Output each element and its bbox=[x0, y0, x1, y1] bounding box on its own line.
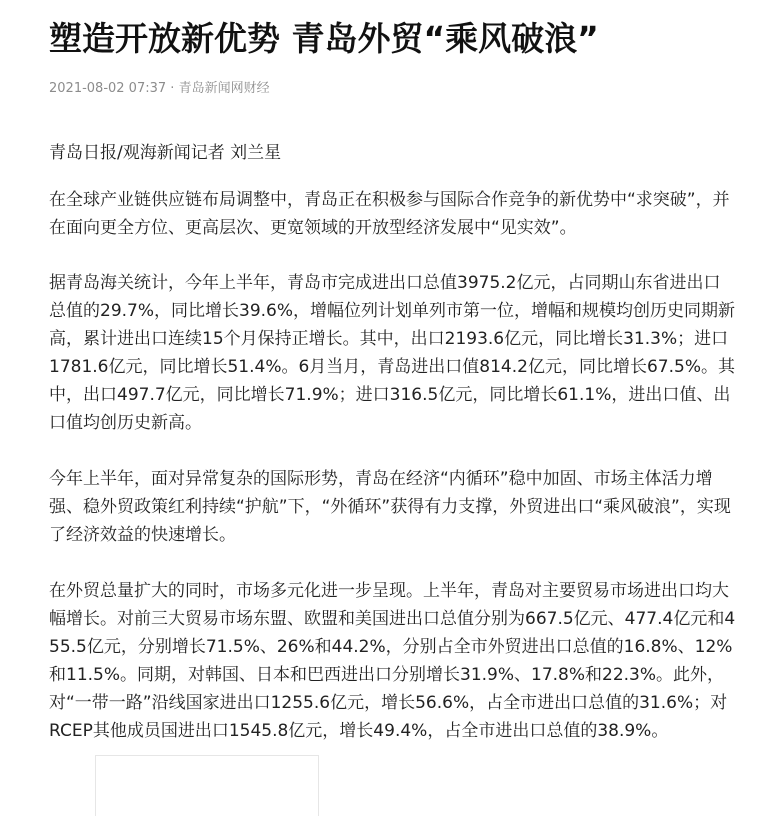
paragraph-1: 在全球产业链供应链布局调整中，青岛正在积极参与国际合作竞争的新优势中“求突破”，并在面向更全方位、更高层次、更宽领域的开放型经济发展中“见实效”。 bbox=[49, 190, 730, 238]
paragraph-4: 在外贸总量扩大的同时，市场多元化进一步呈现。上半年，青岛对主要贸易市场进出口均大幅增长。对前三大贸易市场东盟、欧盟和美国进出口总值分别为667.5亿元、477.4亿元和455.5亿元，分别增长71.5%、26%和44.2%，分别占全市外贸进出口总值的16.8%、12%和11.5%。同期，对韩国、日本和巴西进出口分别增长31.9%、17.8%和22.3%。此外，对“一带一路”沿线国家进出口1255.6亿元，增长56.6%，占全市进出口总值的31.6%；对RCEP其他成员国进出口1545.8亿元，增长49.4%，占全市进出口总值的38.9%。 bbox=[49, 581, 736, 741]
article-meta bbox=[49, 80, 270, 98]
overlay-card-outline bbox=[95, 755, 319, 816]
publish-datetime: 2021-08-02 07:37 bbox=[49, 81, 167, 96]
meta-separator: · bbox=[166, 81, 179, 96]
article-title: 塑造开放新优势 青岛外贸“乘风破浪” bbox=[49, 19, 599, 58]
paragraph-3: 今年上半年，面对异常复杂的国际形势，青岛在经济“内循环”稳中加固、市场主体活力增强、稳外贸政策红利持续“护航”下，“外循环”获得有力支撑，外贸进出口“乘风破浪”，实现了经济效益的快速增长。 bbox=[49, 469, 731, 545]
paragraph-2: 据青岛海关统计，今年上半年，青岛市完成进出口总值3975.2亿元，占同期山东省进出口总值的29.7%，同比增长39.6%，增幅位列计划单列市第一位，增幅和规模均创历史同期新高，累计进出口连续15个月保持正增长。其中，出口2193.6亿元，同比增长31.3%；进口1781.6亿元，同比增长51.4%。6月当月，青岛进出口值814.2亿元，同比增长67.5%。其中，出口497.7亿元，同比增长71.9%；进口316.5亿元，同比增长61.1%，进出口值、出口值均创历史新高。 bbox=[49, 273, 736, 433]
byline: 青岛日报/观海新闻记者 刘兰星 bbox=[49, 143, 282, 163]
article-source[interactable]: 青岛新闻网财经 bbox=[178, 81, 270, 96]
